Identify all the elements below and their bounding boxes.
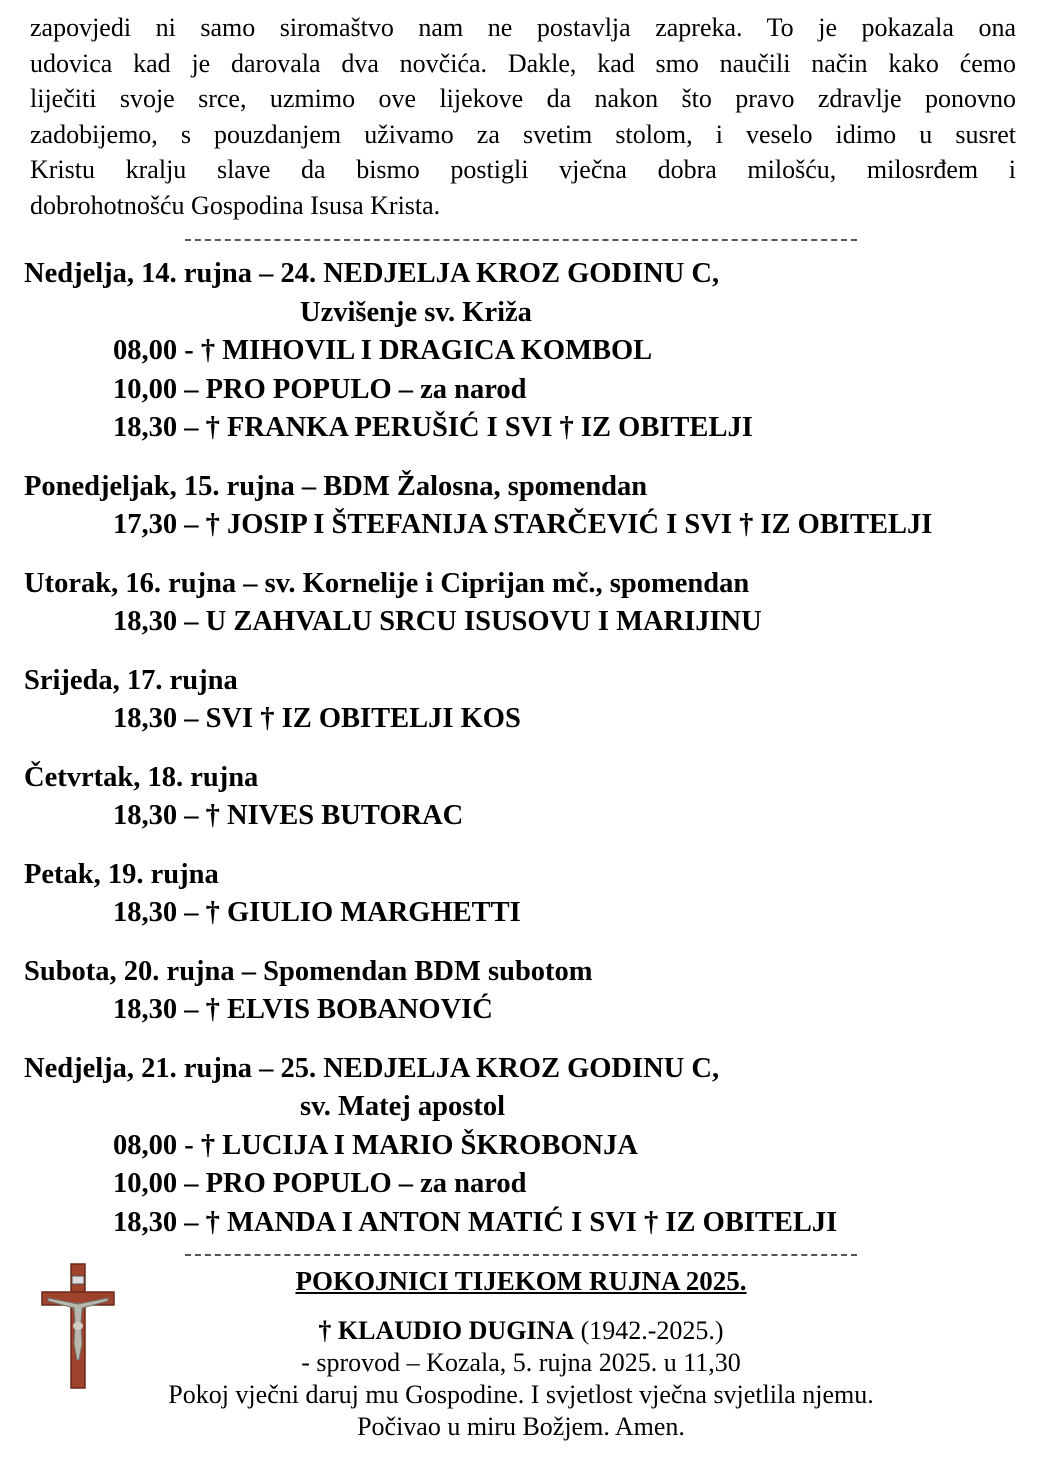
deceased-entry xyxy=(0,1315,1042,1347)
schedule-day xyxy=(24,255,1024,448)
deceased-name: † KLAUDIO DUGINA xyxy=(318,1316,575,1345)
mass-entry: 08,00 - † LUCIJA I MARIO ŠKROBONJA xyxy=(113,1129,638,1161)
deceased-section xyxy=(0,1263,1042,1443)
schedule-day xyxy=(24,953,1024,1030)
intro-line: zadobijemo, s pouzdanjem uživamo za svetim stolom, i veselo idimo u susret xyxy=(30,119,1016,149)
day-heading: Subota, 20. rujna – Spomendan BDM subotom xyxy=(24,955,593,987)
mass-entry: 08,00 - † MIHOVIL I DRAGICA KOMBOL xyxy=(113,335,653,366)
day-heading: Četvrtak, 18. rujna xyxy=(24,761,259,793)
mass-entry: 18,30 – † MANDA I ANTON MATIĆ I SVI † IZ OBITELJI xyxy=(113,1206,838,1238)
deceased-years: (1942.-2025.) xyxy=(580,1316,724,1345)
mass-entry: 18,30 – U ZAHVALU SRCU ISUSOVU I MARIJINU xyxy=(113,606,762,637)
mass-entry: 10,00 – PRO POPULO – za narod xyxy=(113,373,527,405)
schedule-day xyxy=(24,662,1024,739)
deceased-title: POKOJNICI TIJEKOM RUJNA 2025. xyxy=(295,1266,747,1296)
intro-line: liječiti svoje srce, uzmimo ove lijekove da nakon što pravo zdravlje ponovno xyxy=(30,84,1016,113)
day-heading: Utorak, 16. rujna – sv. Kornelije i Ciprijan mč., spomendan xyxy=(24,567,750,599)
mass-entry: 18,30 – † GIULIO MARGHETTI xyxy=(113,897,521,928)
intro-line: Kristu kralju slave da bismo postigli vječna dobra milošću, milosrđem i xyxy=(30,155,1016,184)
dashed-divider-top xyxy=(185,239,857,241)
day-heading: Nedjelja, 14. rujna – 24. NEDJELJA KROZ GODINU C, xyxy=(24,258,720,289)
intro-line: zapovjedi ni samo siromaštvo nam ne postavlja zapreka. To je pokazala ona xyxy=(30,13,1016,42)
day-heading: Nedjelja, 21. rujna – 25. NEDJELJA KROZ GODINU C, xyxy=(24,1052,720,1084)
mass-entry: 18,30 – † FRANKA PERUŠIĆ I SVI † IZ OBITELJI xyxy=(113,412,753,443)
day-subheading: Uzvišenje sv. Križa xyxy=(300,296,532,328)
dashed-divider-bottom xyxy=(185,1254,857,1256)
mass-schedule xyxy=(24,255,1024,1262)
day-subheading: sv. Matej apostol xyxy=(300,1091,506,1122)
schedule-day xyxy=(24,759,1024,836)
mass-entry: 17,30 – † JOSIP I ŠTEFANIJA STARČEVIĆ I SVI † IZ OBITELJI xyxy=(113,509,933,540)
schedule-day xyxy=(24,856,1024,933)
day-heading: Ponedjeljak, 15. rujna – BDM Žalosna, spomendan xyxy=(24,470,648,502)
prayer-line: Pokoj vječni daruj mu Gospodine. I svjetlost vječna svjetlila njemu. xyxy=(168,1380,874,1409)
day-heading: Petak, 19. rujna xyxy=(24,858,219,890)
intro-paragraph xyxy=(30,10,1016,223)
mass-entry: 18,30 – SVI † IZ OBITELJI KOS xyxy=(113,703,521,734)
mass-entry: 10,00 – PRO POPULO – za narod xyxy=(113,1168,527,1199)
intro-line: dobrohotnošću Gospodina Isusa Krista. xyxy=(30,190,441,220)
schedule-day xyxy=(24,468,1024,545)
mass-entry: 18,30 – † ELVIS BOBANOVIĆ xyxy=(113,994,493,1025)
intro-line: udovica kad je darovala dva novčića. Dakle, kad smo naučili način kako ćemo xyxy=(30,48,1016,78)
prayer-line: Počivao u miru Božjem. Amen. xyxy=(357,1412,685,1441)
schedule-day xyxy=(24,565,1024,642)
funeral-info: - sprovod – Kozala, 5. rujna 2025. u 11,30 xyxy=(301,1348,741,1377)
day-heading: Srijeda, 17. rujna xyxy=(24,664,238,696)
schedule-day xyxy=(24,1050,1024,1243)
mass-entry: 18,30 – † NIVES BUTORAC xyxy=(113,800,464,831)
